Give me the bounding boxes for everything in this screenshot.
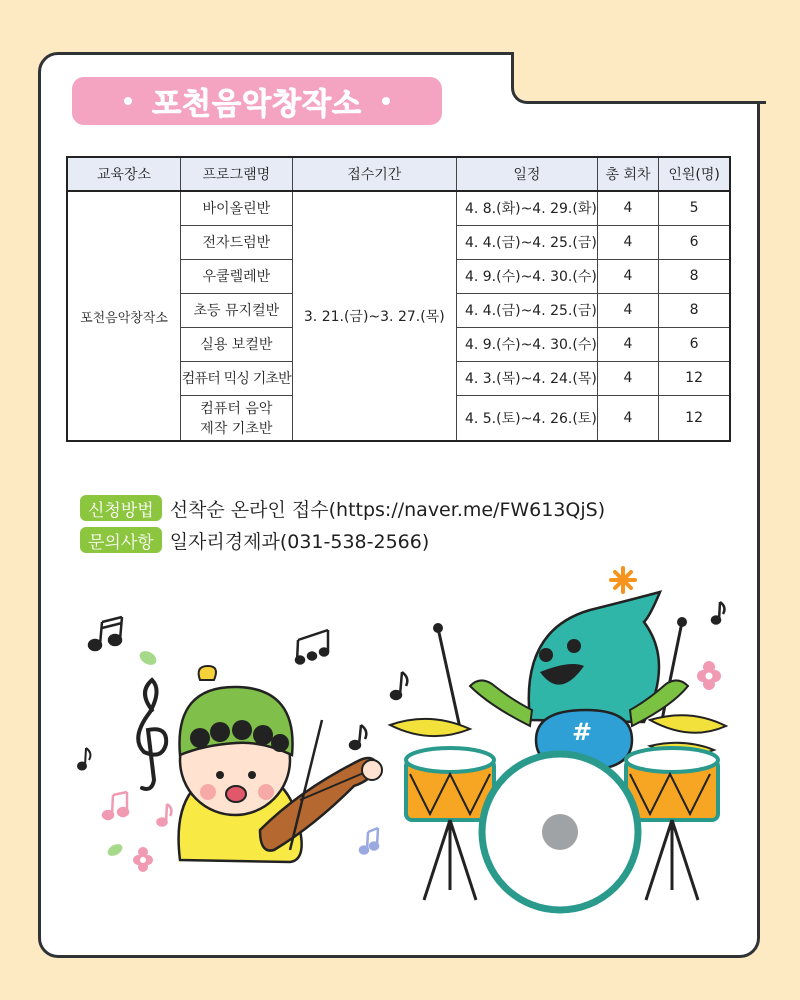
- cell-program: 초등 뮤지컬반: [181, 293, 293, 327]
- header-period: 접수기간: [292, 157, 456, 191]
- header-people: 인원(명): [659, 157, 730, 191]
- table-header-row: [67, 157, 730, 191]
- cell-program-line2: 제작 기초반: [200, 420, 273, 437]
- cell-people: 8: [659, 259, 730, 293]
- cell-schedule: 4. 4.(금)~4. 25.(금): [456, 225, 597, 259]
- cell-people: 12: [659, 395, 730, 441]
- flower-icon: [133, 847, 153, 872]
- header-place: 교육장소: [67, 157, 181, 191]
- table-row: [67, 191, 730, 225]
- apply-badge: 신청방법: [80, 495, 162, 521]
- cell-sessions: 4: [597, 361, 658, 395]
- cell-schedule: 4. 9.(수)~4. 30.(수): [456, 259, 597, 293]
- child-violinist-illustration: [179, 666, 382, 862]
- music-note-icon: [391, 672, 407, 699]
- cell-sessions: 4: [597, 395, 658, 441]
- drummer-mascot-illustration: [390, 592, 726, 910]
- leaf-icon: [137, 648, 159, 667]
- cell-people: 8: [659, 293, 730, 327]
- music-note-icon: [296, 630, 328, 664]
- cell-sessions: 4: [597, 191, 658, 225]
- music-note-icon: [712, 602, 724, 624]
- music-note-icon: [78, 748, 90, 770]
- cell-program: 컴퓨터 믹싱 기초반: [181, 361, 293, 395]
- cell-sessions: 4: [597, 327, 658, 361]
- cell-people: 6: [659, 327, 730, 361]
- cell-program: 바이올린반: [181, 191, 293, 225]
- contact-text: 일자리경제과(031-538-2566): [169, 530, 430, 553]
- cell-program: 우쿨렐레반: [181, 259, 293, 293]
- cell-program: 실용 보컬반: [181, 327, 293, 361]
- cell-place: 포천음악창작소: [67, 191, 181, 441]
- apply-text: 선착순 온라인 접수(https://naver.me/FW613QjS): [169, 498, 606, 521]
- cell-schedule: 4. 9.(수)~4. 30.(수): [456, 327, 597, 361]
- program-table: [66, 156, 731, 442]
- treble-clef-icon: [138, 680, 166, 789]
- sparkle-icon: [611, 568, 635, 592]
- music-note-icon: [360, 828, 378, 854]
- cell-people: 6: [659, 225, 730, 259]
- leaf-icon: [106, 842, 125, 859]
- cell-program: 전자드럼반: [181, 225, 293, 259]
- contact-info: [80, 526, 429, 554]
- cell-program: [181, 395, 293, 441]
- title-banner: [72, 77, 442, 125]
- music-note-icon: [89, 617, 122, 650]
- header-sessions: 총 회차: [597, 157, 658, 191]
- cell-sessions: 4: [597, 225, 658, 259]
- cell-period: 3. 21.(금)~3. 27.(목): [292, 191, 456, 441]
- header-schedule: 일정: [456, 157, 597, 191]
- svg-text:#: #: [572, 718, 593, 746]
- music-illustration: [60, 560, 750, 950]
- cell-people: 12: [659, 361, 730, 395]
- cell-schedule: 4. 5.(토)~4. 26.(토): [456, 395, 597, 441]
- cell-sessions: 4: [597, 293, 658, 327]
- cell-sessions: 4: [597, 259, 658, 293]
- contact-badge: 문의사항: [80, 527, 162, 553]
- page-title: 포천음악창작소: [152, 87, 362, 122]
- cell-schedule: 4. 8.(화)~4. 29.(화): [456, 191, 597, 225]
- cell-people: 5: [659, 191, 730, 225]
- music-note-icon: [350, 725, 366, 749]
- bullet-dot-icon: [124, 97, 132, 105]
- header-program: 프로그램명: [181, 157, 293, 191]
- cell-schedule: 4. 3.(목)~4. 24.(목): [456, 361, 597, 395]
- music-note-icon: [158, 804, 172, 826]
- apply-info: [80, 494, 605, 522]
- cell-schedule: 4. 4.(금)~4. 25.(금): [456, 293, 597, 327]
- bullet-dot-icon: [382, 97, 390, 105]
- flower-icon: [697, 661, 721, 690]
- cell-program-line1: 컴퓨터 음악: [200, 400, 273, 417]
- music-note-icon: [103, 792, 128, 819]
- card-notch: [511, 52, 766, 104]
